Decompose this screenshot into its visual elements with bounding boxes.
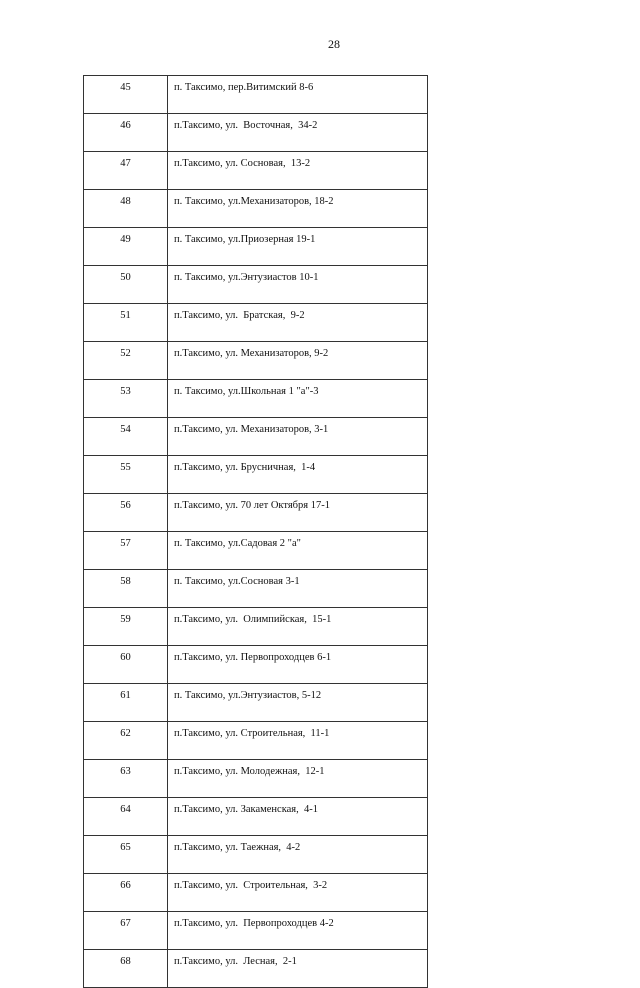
row-address: п.Таксимо, ул. Механизаторов, 3-1 (168, 418, 428, 456)
table-row (84, 760, 428, 798)
row-number: 49 (84, 228, 168, 266)
table-row (84, 190, 428, 228)
row-number: 68 (84, 950, 168, 988)
table-row (84, 266, 428, 304)
row-address: п.Таксимо, ул. Строительная, 11-1 (168, 722, 428, 760)
row-address: п.Таксимо, ул. Таежная, 4-2 (168, 836, 428, 874)
row-address: п.Таксимо, ул. Братская, 9-2 (168, 304, 428, 342)
row-number: 45 (84, 76, 168, 114)
row-address: п. Таксимо, ул.Энтузиастов 10-1 (168, 266, 428, 304)
row-address: п.Таксимо, ул. Брусничная, 1-4 (168, 456, 428, 494)
address-table (83, 75, 428, 988)
row-number: 46 (84, 114, 168, 152)
row-address: п. Таксимо, ул.Школьная 1 "а"-3 (168, 380, 428, 418)
row-address: п.Таксимо, ул. Первопроходцев 4-2 (168, 912, 428, 950)
row-number: 57 (84, 532, 168, 570)
row-number: 67 (84, 912, 168, 950)
row-number: 63 (84, 760, 168, 798)
row-number: 65 (84, 836, 168, 874)
row-address: п.Таксимо, ул. Строительная, 3-2 (168, 874, 428, 912)
table-row (84, 646, 428, 684)
table-row (84, 684, 428, 722)
row-address: п.Таксимо, ул. Сосновая, 13-2 (168, 152, 428, 190)
table-row (84, 836, 428, 874)
table-row (84, 418, 428, 456)
table-row (84, 798, 428, 836)
row-number: 55 (84, 456, 168, 494)
row-number: 48 (84, 190, 168, 228)
row-address: п. Таксимо, пер.Витимский 8-6 (168, 76, 428, 114)
table-row (84, 380, 428, 418)
table-row (84, 342, 428, 380)
row-address: п.Таксимо, ул. Лесная, 2-1 (168, 950, 428, 988)
row-address: п.Таксимо, ул. Первопроходцев 6-1 (168, 646, 428, 684)
row-number: 47 (84, 152, 168, 190)
table-row (84, 152, 428, 190)
row-number: 51 (84, 304, 168, 342)
row-number: 50 (84, 266, 168, 304)
row-number: 56 (84, 494, 168, 532)
row-address: п.Таксимо, ул. Восточная, 34-2 (168, 114, 428, 152)
row-address: п. Таксимо, ул.Механизаторов, 18-2 (168, 190, 428, 228)
row-address: п.Таксимо, ул. 70 лет Октября 17-1 (168, 494, 428, 532)
table-row (84, 76, 428, 114)
table-row (84, 532, 428, 570)
row-number: 52 (84, 342, 168, 380)
row-number: 62 (84, 722, 168, 760)
row-address: п.Таксимо, ул. Олимпийская, 15-1 (168, 608, 428, 646)
row-address: п. Таксимо, ул.Сосновая 3-1 (168, 570, 428, 608)
row-address: п. Таксимо, ул.Садовая 2 "а" (168, 532, 428, 570)
row-address: п.Таксимо, ул. Закаменская, 4-1 (168, 798, 428, 836)
row-address: п. Таксимо, ул.Энтузиастов, 5-12 (168, 684, 428, 722)
row-address: п.Таксимо, ул. Молодежная, 12-1 (168, 760, 428, 798)
table-row (84, 912, 428, 950)
row-number: 54 (84, 418, 168, 456)
page-number: 28 (328, 37, 340, 51)
row-address: п.Таксимо, ул. Механизаторов, 9-2 (168, 342, 428, 380)
row-number: 59 (84, 608, 168, 646)
table-row (84, 494, 428, 532)
row-number: 58 (84, 570, 168, 608)
table-row (84, 950, 428, 988)
table-row (84, 114, 428, 152)
table-row (84, 608, 428, 646)
row-number: 64 (84, 798, 168, 836)
table-row (84, 456, 428, 494)
row-number: 60 (84, 646, 168, 684)
table-row (84, 304, 428, 342)
table-row (84, 722, 428, 760)
row-number: 61 (84, 684, 168, 722)
table-row (84, 874, 428, 912)
row-number: 53 (84, 380, 168, 418)
table-row (84, 570, 428, 608)
table-row (84, 228, 428, 266)
row-number: 66 (84, 874, 168, 912)
row-address: п. Таксимо, ул.Приозерная 19-1 (168, 228, 428, 266)
